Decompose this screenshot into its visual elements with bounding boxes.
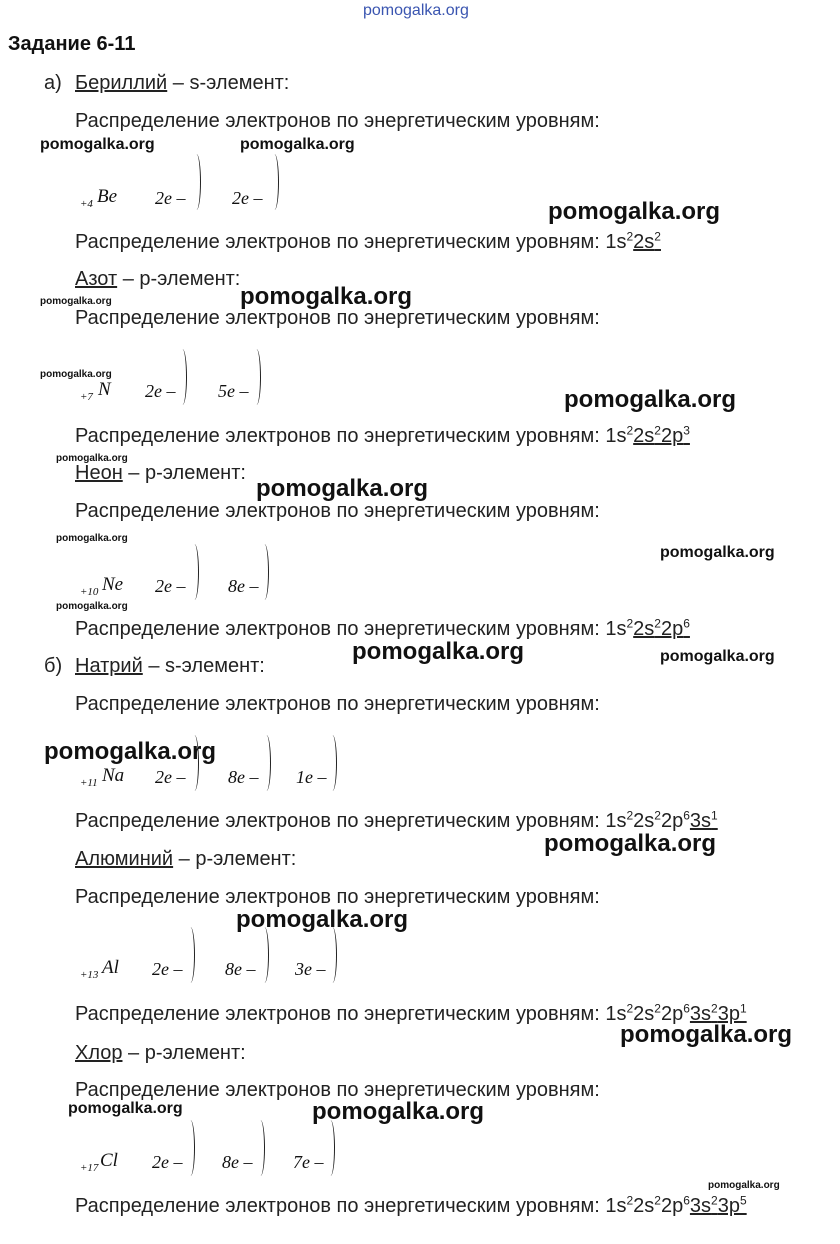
config-exp: 1 — [739, 1001, 747, 1016]
config-part: 3s — [689, 810, 712, 832]
shell-arc — [252, 349, 261, 405]
config-part: 2s — [633, 1003, 655, 1025]
config-part: 2p — [660, 1003, 684, 1025]
shell-arc — [270, 154, 279, 210]
element-heading-aluminium — [75, 848, 296, 871]
phrase-text: Распределение электронов по энергетическим уровням: — [75, 110, 600, 132]
phrase-text: Распределение электронов по энергетическим уровням: — [75, 231, 600, 253]
config-part: 1s — [605, 1195, 627, 1217]
watermark: pomogalka.org — [708, 1180, 780, 1191]
element-type: – p-элемент: — [117, 268, 241, 290]
shell-arc — [260, 927, 269, 983]
shell-electrons: 8e – — [222, 1152, 253, 1172]
shell-arc — [190, 544, 199, 600]
element-heading-beryllium — [75, 72, 289, 95]
watermark: pomogalka.org — [44, 738, 217, 765]
config-exp: 2 — [626, 1193, 634, 1208]
watermark: pomogalka.org — [256, 475, 429, 502]
element-type: – s-элемент: — [167, 72, 290, 94]
config-exp: 6 — [683, 1001, 690, 1016]
config-part: 2p — [660, 1195, 684, 1217]
element-name: Неон — [75, 462, 123, 484]
watermark: pomogalka.org — [56, 601, 128, 612]
shell-electrons: 5e – — [218, 381, 249, 401]
watermark: pomogalka.org — [40, 369, 112, 380]
config-exp: 2 — [626, 1001, 634, 1016]
atom-diagram-neon — [80, 540, 300, 610]
config-part: 1s — [605, 810, 627, 832]
config-exp: 2 — [654, 1001, 661, 1016]
phrase-text: Распределение электронов по энергетическим уровням: — [75, 693, 600, 715]
watermark: pomogalka.org — [544, 830, 717, 857]
phrase-text: Распределение электронов по энергетическим уровням: — [75, 1003, 600, 1025]
part-b-marker: б) — [44, 655, 63, 677]
config-part: 3s — [689, 1195, 712, 1217]
watermark: pomogalka.org — [40, 136, 155, 153]
element-type: – p-элемент: — [122, 1042, 246, 1064]
config-part: 2p — [660, 810, 684, 832]
config-part: 1s — [605, 618, 627, 640]
config-exp: 2 — [626, 229, 634, 244]
watermark: pomogalka.org — [56, 533, 128, 544]
element-name: Бериллий — [75, 72, 168, 94]
element-symbol: Ne — [102, 574, 124, 595]
element-name: Хлор — [75, 1042, 123, 1064]
config-part: 2s — [633, 231, 655, 253]
element-heading-neon — [75, 462, 246, 485]
watermark: pomogalka.org — [660, 648, 775, 665]
config-exp: 2 — [654, 423, 661, 438]
shell-electrons: 3e – — [295, 959, 326, 979]
shell-arc — [260, 544, 269, 600]
nuclear-charge: +4 — [80, 198, 93, 210]
element-name: Алюминий — [75, 848, 174, 870]
config-part: 2s — [633, 618, 655, 640]
element-name: Натрий — [75, 655, 143, 677]
shell-electrons: 8e – — [228, 767, 259, 787]
shell-electrons: 2e – — [152, 1152, 183, 1172]
shell-electrons: 2e – — [155, 188, 186, 208]
config-exp: 2 — [654, 808, 661, 823]
part-a-marker: а) — [44, 72, 62, 94]
element-symbol: Be — [97, 186, 118, 207]
shell-arc — [328, 927, 337, 983]
nuclear-charge: +13 — [80, 969, 99, 981]
phrase-text: Распределение электронов по энергетическим уровням: — [75, 425, 600, 447]
phrase-text: Распределение электронов по энергетическим уровням: — [75, 1079, 600, 1101]
watermark: pomogalka.org — [40, 296, 112, 307]
watermark: pomogalka.org — [240, 136, 355, 153]
task-title: Задание 6-11 — [8, 33, 136, 55]
watermark: pomogalka.org — [312, 1098, 485, 1125]
atom-diagram-beryllium — [80, 150, 300, 220]
config-exp: 2 — [626, 808, 634, 823]
config-part: 3s — [689, 1003, 712, 1025]
config-part: 2p — [660, 618, 684, 640]
watermark: pomogalka.org — [56, 453, 128, 464]
config-line-nitrogen — [75, 425, 690, 448]
element-type: – p-элемент: — [173, 848, 297, 870]
element-symbol: Na — [102, 765, 125, 786]
config-part: 1s — [605, 231, 627, 253]
nuclear-charge: +11 — [80, 777, 98, 789]
phrase-text: Распределение электронов по энергетическим уровням: — [75, 618, 600, 640]
element-name: Азот — [75, 268, 118, 290]
watermark: pomogalka.org — [352, 638, 525, 665]
element-type: – s-элемент: — [142, 655, 265, 677]
nuclear-charge: +7 — [80, 391, 93, 403]
config-exp: 6 — [683, 808, 690, 823]
shell-electrons: 8e – — [228, 576, 259, 596]
phrase-text: Распределение электронов по энергетическим уровням: — [75, 810, 600, 832]
shell-arc — [192, 154, 201, 210]
atom-diagram-chlorine — [80, 1118, 360, 1188]
element-symbol: Cl — [100, 1150, 118, 1171]
config-exp: 2 — [626, 616, 634, 631]
nuclear-charge: +10 — [80, 586, 99, 598]
watermark: pomogalka.org — [236, 906, 409, 933]
nuclear-charge: +17 — [80, 1162, 99, 1174]
shell-electrons: 2e – — [155, 576, 186, 596]
config-exp: 2 — [654, 616, 661, 631]
watermark: pomogalka.org — [564, 386, 737, 413]
phrase-text: Распределение электронов по энергетическим уровням: — [75, 886, 600, 908]
phrase-text: Распределение электронов по энергетическим уровням: — [75, 307, 600, 329]
config-part: 2s — [633, 810, 655, 832]
shell-arc — [186, 927, 195, 983]
config-part: 1s — [605, 1003, 627, 1025]
config-exp: 2 — [654, 1193, 661, 1208]
config-exp: 2 — [654, 229, 661, 244]
config-exp: 5 — [739, 1193, 747, 1208]
watermark: pomogalka.org — [68, 1100, 183, 1117]
watermark: pomogalka.org — [620, 1021, 793, 1048]
shell-electrons: 1e – — [296, 767, 327, 787]
config-exp: 2 — [626, 423, 634, 438]
shell-arc — [256, 1120, 265, 1176]
config-part: 2s — [633, 1195, 655, 1217]
shell-electrons: 7e – — [293, 1152, 324, 1172]
shell-electrons: 2e – — [155, 767, 186, 787]
site-watermark-top: pomogalka.org — [363, 2, 469, 19]
element-symbol: N — [98, 379, 111, 400]
config-part: 3p — [717, 1195, 740, 1217]
element-heading-sodium — [75, 655, 265, 678]
shell-arc — [326, 1120, 335, 1176]
shell-electrons: 2e – — [152, 959, 183, 979]
config-part: 1s — [605, 425, 627, 447]
element-heading-nitrogen — [75, 268, 240, 291]
shell-arc — [262, 735, 271, 791]
shell-arc — [178, 349, 187, 405]
phrase-text: Распределение электронов по энергетическим уровням: — [75, 500, 600, 522]
config-line-chlorine — [75, 1195, 747, 1218]
element-type: – p-элемент: — [122, 462, 246, 484]
atom-diagram-nitrogen — [80, 345, 300, 415]
shell-electrons: 8e – — [225, 959, 256, 979]
shell-electrons: 2e – — [232, 188, 263, 208]
watermark: pomogalka.org — [240, 283, 413, 310]
config-exp: 2 — [711, 1001, 718, 1016]
config-exp: 6 — [683, 616, 690, 631]
config-part: 3p — [717, 1003, 740, 1025]
shell-electrons: 2e – — [145, 381, 176, 401]
config-exp: 2 — [711, 1193, 718, 1208]
config-part: 2p — [660, 425, 684, 447]
element-symbol: Al — [102, 957, 119, 978]
shell-arc — [186, 1120, 195, 1176]
config-exp: 6 — [683, 1193, 690, 1208]
atom-diagram-aluminium — [80, 925, 360, 995]
watermark: pomogalka.org — [548, 198, 721, 225]
watermark: pomogalka.org — [660, 544, 775, 561]
shell-arc — [328, 735, 337, 791]
element-heading-chlorine — [75, 1042, 246, 1065]
config-exp: 3 — [683, 423, 690, 438]
config-exp: 1 — [711, 808, 718, 823]
config-line-beryllium — [75, 231, 661, 254]
config-part: 2s — [633, 425, 655, 447]
phrase-text: Распределение электронов по энергетическим уровням: — [75, 1195, 600, 1217]
